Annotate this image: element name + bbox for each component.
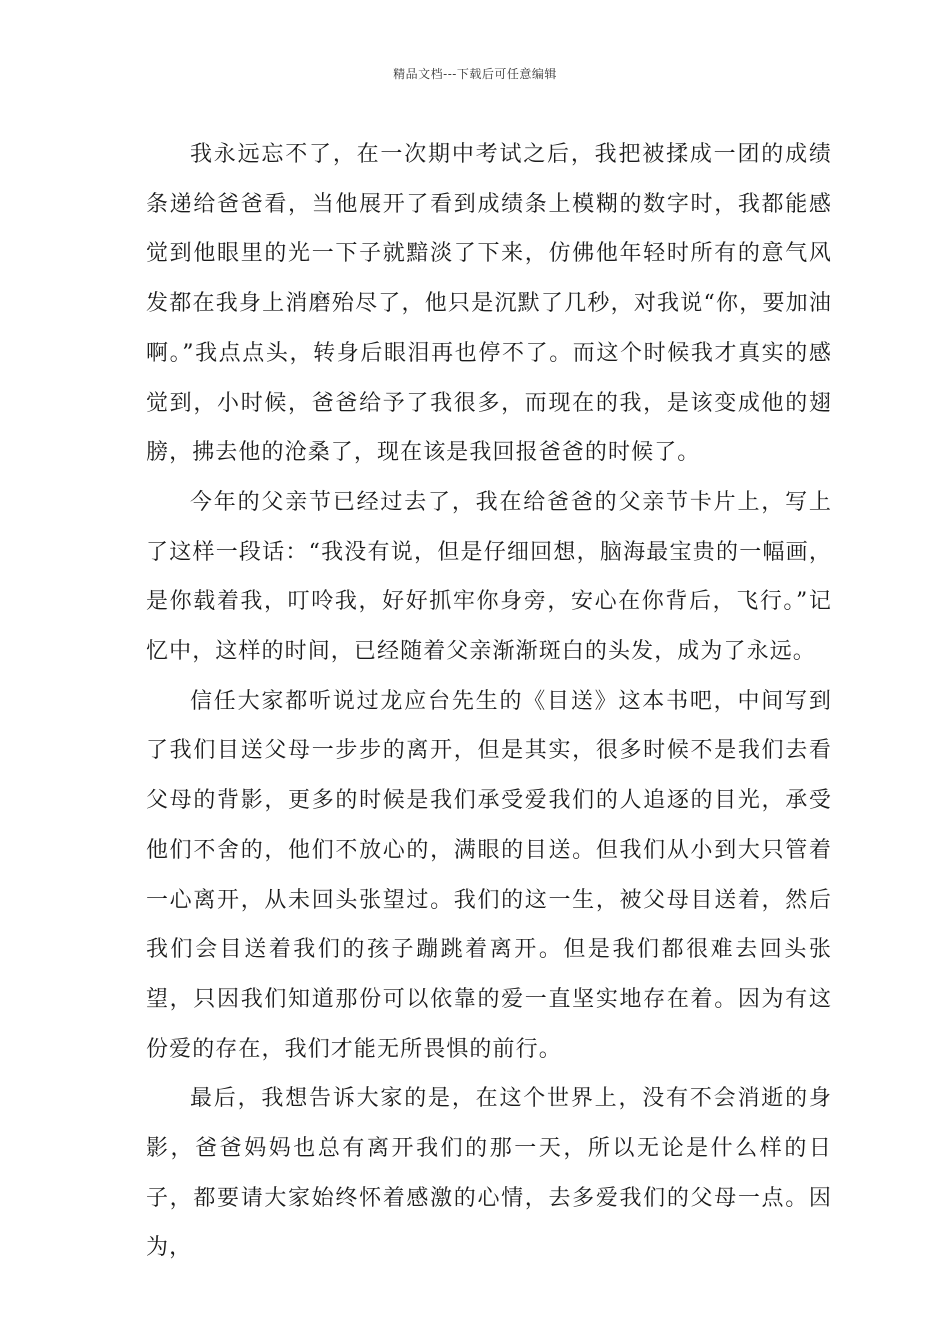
document-body bbox=[146, 130, 832, 1273]
paragraph-3: 信任大家都听说过龙应台先生的《目送》这本书吧，中间写到了我们目送父母一步步的离开，但是其实，很多时候不是我们去看父母的背影，更多的时候是我们承受爱我们的人追逐的目光，承受他们不舍的，他们不放心的，满眼的目送。但我们从小到大只管着一心离开，从未回头张望过。我们的这一生，被父母目送着，然后我们会目送着我们的孩子蹦跳着离开。但是我们都很难去回头张望，只因我们知道那份可以依靠的爱一直坚实地存在着。因为有这份爱的存在，我们才能无所畏惧的前行。 bbox=[146, 688, 832, 1062]
page-header: 精品文档---下载后可任意编辑 bbox=[393, 67, 557, 81]
paragraph-4: 最后，我想告诉大家的是，在这个世界上，没有不会消逝的身影，爸爸妈妈也总有离开我们的那一天，所以无论是什么样的日子，都要请大家始终怀着感激的心情，去多爱我们的父母一点。因为， bbox=[146, 1086, 832, 1261]
paragraph-2: 今年的父亲节已经过去了，我在给爸爸的父亲节卡片上，写上了这样一段话：“我没有说，但是仔细回想，脑海最宝贵的一幅画，是你载着我，叮呤我，好好抓牢你身旁，安心在你背后，飞行。”记忆中，这样的时间，已经随着父亲渐渐斑白的头发，成为了永远。 bbox=[146, 489, 832, 665]
paragraph-1: 我永远忘不了，在一次期中考试之后，我把被揉成一团的成绩条递给爸爸看，当他展开了看到成绩条上模糊的数字时，我都能感觉到他眼里的光一下子就黯淡了下来，仿佛他年轻时所有的意气风发都在我身上消磨殆尽了，他只是沉默了几秒，对我说“你，要加油啊。”我点点头，转身后眼泪再也停不了。而这个时候我才真实的感觉到，小时候，爸爸给予了我很多，而现在的我，是该变成他的翅膀，拂去他的沧桑了，现在该是我回报爸爸的时候了。 bbox=[146, 142, 832, 466]
